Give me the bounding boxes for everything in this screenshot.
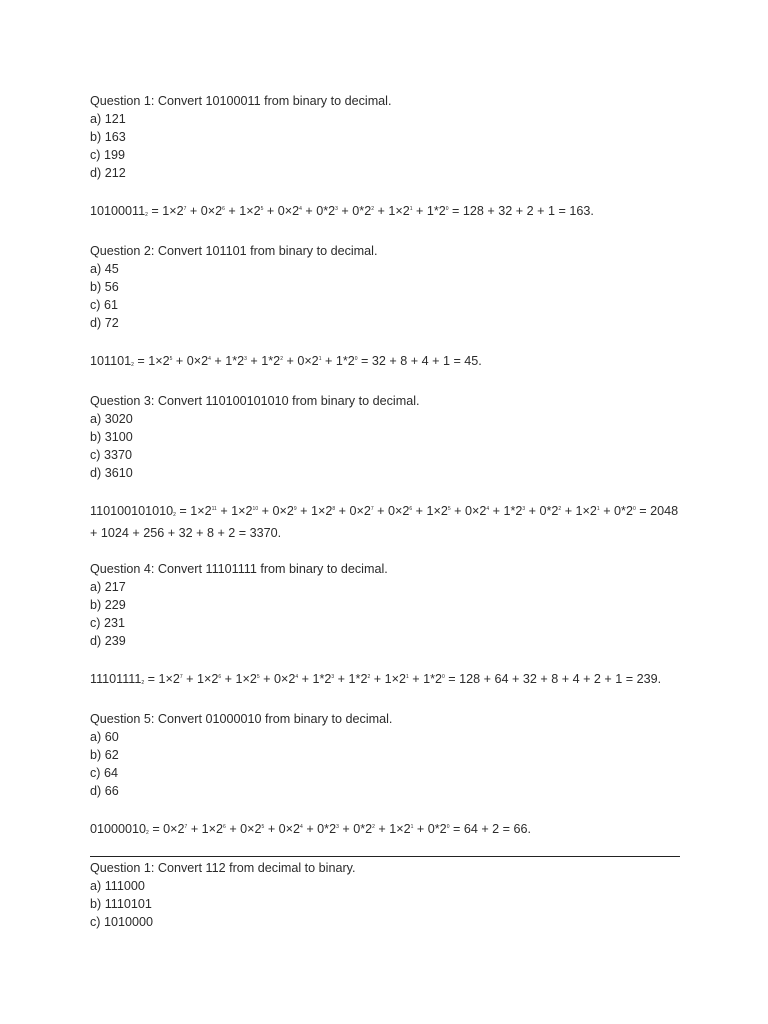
answer-option: d) 212 [90, 166, 126, 180]
answer-option: c) 64 [90, 766, 118, 780]
question-block [90, 560, 682, 710]
question-text: Question 5: Convert 01000010 from binary to decimal. [90, 712, 393, 726]
question-block [90, 859, 682, 931]
answer-option: c) 1010000 [90, 915, 154, 929]
solution-text: $10100011_2 = 1\times 2^7 + 0\times 2^6 + 1\times 2^5 + 0\times 2^4 + 0*2^3 + 0*2^2 + 1\times 2^1 + 1*2^0 = 128 + 32 + 2 + 1 = 163$. [90, 204, 594, 218]
answer-option: b) 3100 [90, 430, 133, 444]
answer-option: a) 45 [90, 262, 119, 276]
solution-text: $110100101010_2 = 1\times 2^{11} + 1\times 2^{10} + 0\times 2^9 + 1\times 2^8 + 0\times 2^7 + 0\times 2^6 + 1\times 2^5 + 0\times 2^4 + 1*2^3 + 0*2^2 + 1\times 2^1 + 0*2^0 = 2048 + 1024 + 256 + 32 + 8 + 2 = 3370$. [90, 504, 679, 540]
answer-option: b) 229 [90, 598, 126, 612]
answer-option: b) 62 [90, 748, 119, 762]
question-text: Question 2: Convert 101101 from binary to decimal. [90, 244, 378, 258]
answer-option: c) 199 [90, 148, 126, 162]
question-block [90, 92, 682, 242]
question-text: Question 3: Convert 110100101010 from binary to decimal. [90, 394, 420, 408]
answer-option: c) 3370 [90, 448, 133, 462]
question-block [90, 710, 682, 842]
answer-option: d) 3610 [90, 466, 133, 480]
answer-option: b) 163 [90, 130, 126, 144]
question-text: Question 1: Convert 112 from decimal to binary. [90, 861, 356, 875]
answer-option: a) 3020 [90, 412, 133, 426]
question-text: Question 1: Convert 10100011 from binary to decimal. [90, 94, 392, 108]
solution-text: $01000010_2 = 0\times 2^7 + 1\times 2^6 + 0\times 2^5 + 0\times 2^4 + 0*2^3 + 0*2^2 + 1\times 2^1 + 0*2^0 = 64 + 2 = 66$. [90, 822, 532, 836]
answer-option: d) 66 [90, 784, 119, 798]
solution-text: $101101_2 = 1\times 2^5 + 0\times 2^4 + 1*2^3 + 1*2^2 + 0\times 2^1 + 1*2^0 = 32 + 8 + 4 + 1 = 45$. [90, 354, 482, 368]
answer-option: c) 61 [90, 298, 118, 312]
answer-option: a) 121 [90, 112, 126, 126]
question-text: Question 4: Convert 11101111 from binary to decimal. [90, 562, 388, 576]
answer-option: d) 72 [90, 316, 119, 330]
answer-option: a) 217 [90, 580, 126, 594]
answer-option: a) 60 [90, 730, 119, 744]
question-block [90, 392, 682, 560]
document-page [90, 92, 682, 931]
answer-option: b) 1110101 [90, 897, 152, 911]
answer-option: c) 231 [90, 616, 126, 630]
question-block [90, 242, 682, 392]
answer-option: b) 56 [90, 280, 119, 294]
answer-option: d) 239 [90, 634, 126, 648]
solution-text: $11101111_2 = 1\times 2^7 + 1\times 2^6 + 1\times 2^5 + 0\times 2^4 + 1*2^3 + 1*2^2 + 1\times 2^1 + 1*2^0 = 128 + 64 + 32 + 8 + 4 + 2 + 1 = 239$. [90, 672, 662, 686]
answer-option: a) 111000 [90, 879, 145, 893]
